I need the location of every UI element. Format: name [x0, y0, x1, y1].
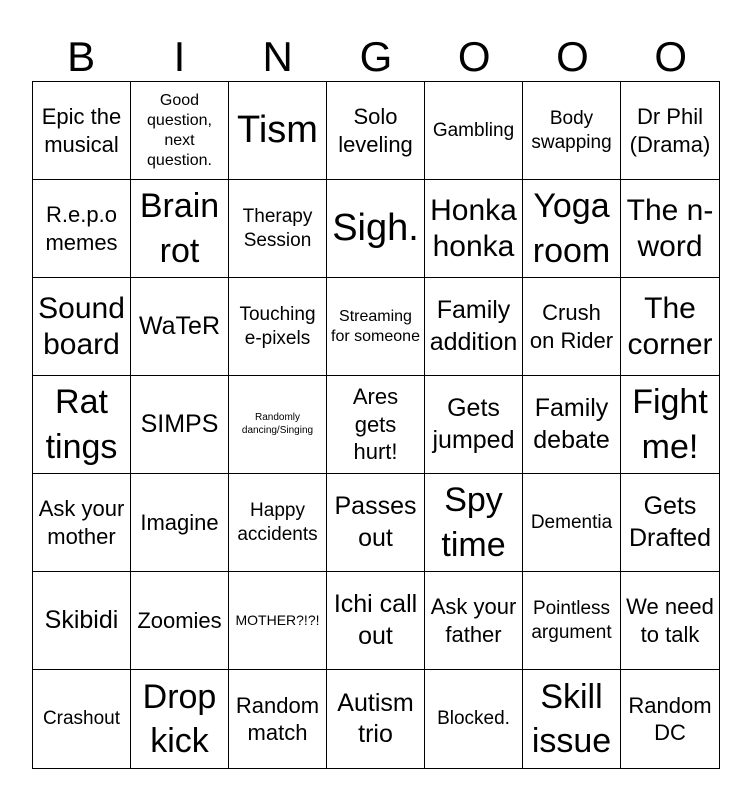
bingo-cell[interactable]: Rat tings — [33, 376, 131, 474]
bingo-cell[interactable]: Imagine — [131, 474, 229, 572]
bingo-cell[interactable]: Solo leveling — [327, 82, 425, 180]
bingo-cell[interactable]: Body swapping — [523, 82, 621, 180]
bingo-header — [32, 32, 720, 82]
bingo-cell[interactable]: Zoomies — [131, 572, 229, 670]
bingo-cell[interactable]: Randomly dancing/Singing — [229, 376, 327, 474]
bingo-cell[interactable]: Good question, next question. — [131, 82, 229, 180]
bingo-cell[interactable]: Gets jumped — [425, 376, 523, 474]
bingo-cell[interactable]: Skibidi — [33, 572, 131, 670]
bingo-cell[interactable]: Random DC — [628, 692, 712, 745]
bingo-cell[interactable]: MOTHER?!?! — [229, 572, 327, 670]
bingo-cell[interactable]: Family addition — [425, 278, 523, 376]
bingo-cell[interactable]: Passes out — [327, 474, 425, 572]
header-letter-o-3: O — [654, 33, 688, 80]
bingo-cell[interactable]: Therapy Session — [229, 180, 327, 278]
bingo-cell[interactable]: Sound board — [33, 278, 131, 376]
bingo-cell[interactable]: Ares gets hurt! — [327, 376, 425, 474]
bingo-cell[interactable]: Epic the musical — [33, 82, 131, 180]
bingo-cell[interactable]: Crush on Rider — [523, 278, 621, 376]
bingo-cell[interactable]: Family debate — [523, 376, 621, 474]
bingo-cell[interactable]: Happy accidents — [229, 474, 327, 572]
bingo-cell[interactable]: The n-word — [621, 180, 719, 278]
header-letter-o-1: O — [457, 33, 491, 80]
header-letter-o-2: O — [556, 33, 589, 80]
header-letter-b: B — [67, 33, 96, 80]
bingo-cell[interactable]: Touching e-pixels — [229, 278, 327, 376]
bingo-cell[interactable]: Blocked. — [425, 670, 523, 768]
bingo-cell[interactable]: Pointless argument — [523, 572, 621, 670]
bingo-cell[interactable]: Gets Drafted — [621, 474, 719, 572]
bingo-cell[interactable]: Random match — [229, 670, 327, 768]
bingo-cell[interactable]: The corner — [621, 278, 719, 376]
bingo-cell[interactable]: Ichi call out — [327, 572, 425, 670]
bingo-cell[interactable]: WaTeR — [131, 278, 229, 376]
bingo-cell[interactable]: Yoga room — [523, 180, 621, 278]
bingo-cell[interactable]: Tism — [229, 82, 327, 180]
bingo-cell[interactable]: Spy time — [425, 474, 523, 572]
bingo-cell[interactable]: Crashout — [33, 670, 131, 768]
bingo-cell[interactable]: Gambling — [425, 82, 523, 180]
header-letter-g: G — [359, 33, 393, 80]
bingo-cell[interactable]: Honka honka — [425, 180, 523, 278]
bingo-cell[interactable]: Dr Phil (Drama) — [621, 82, 719, 180]
bingo-cell[interactable]: Autism trio — [327, 670, 425, 768]
bingo-cell[interactable]: Ask your father — [425, 572, 523, 670]
bingo-cell[interactable]: Skill issue — [523, 670, 621, 768]
bingo-cell[interactable]: R.e.p.o memes — [33, 180, 131, 278]
header-letter-i: I — [173, 33, 186, 80]
bingo-cell[interactable]: Streaming for someone — [327, 278, 425, 376]
bingo-cell[interactable]: Dementia — [523, 474, 621, 572]
bingo-cell[interactable]: Brain rot — [131, 180, 229, 278]
bingo-cell[interactable]: SIMPS — [131, 376, 229, 474]
bingo-cell[interactable]: Sigh. — [327, 180, 425, 278]
header-letter-n: N — [262, 33, 293, 80]
bingo-cell[interactable]: Fight me! — [621, 376, 719, 474]
bingo-cell[interactable]: Ask your mother — [33, 474, 131, 572]
bingo-cell[interactable]: We need to talk — [621, 572, 719, 670]
bingo-cell[interactable]: Drop kick — [131, 670, 229, 768]
bingo-board — [32, 81, 720, 769]
